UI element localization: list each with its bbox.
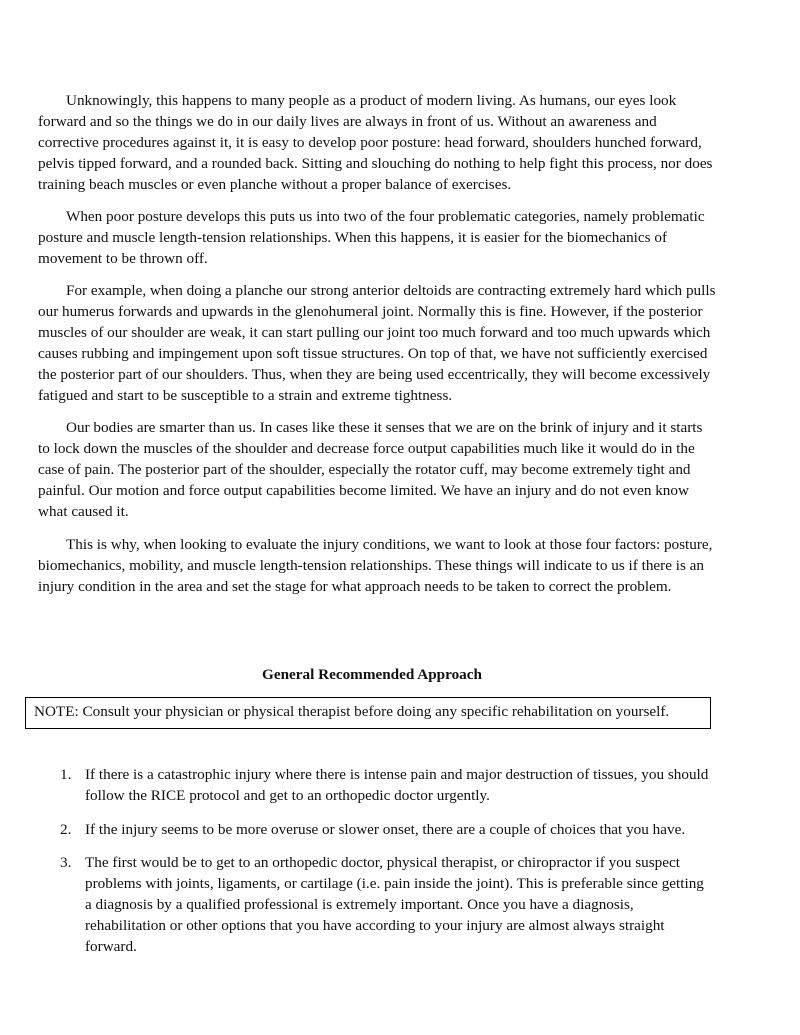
list-item-text: If there is a catastrophic injury where there is intense pain and major destruction of tissues, you should follow the RICE protocol and get to an orthopedic doctor urgently. — [85, 766, 709, 804]
list-item — [60, 852, 710, 957]
list-item-text: If the injury seems to be more overuse or slower onset, there are a couple of choices that you have. — [85, 821, 686, 838]
list-item-number: 2. — [60, 821, 72, 838]
list-item-number: 1. — [60, 766, 72, 783]
section-heading: General Recommended Approach — [262, 666, 482, 683]
paragraph-planche-example: For example, when doing a planche our strong anterior deltoids are contracting extremely hard which pulls our humerus forwards and upwards in the glenohumeral joint. Normally this is fine. However, if the posterior muscles of our shoulder are weak, it can start pulling our joint too much forward and too much upwards which causes rubbing and impingement upon soft tissue structures. On top of that, we have not sufficiently exercised the posterior part of our shoulders. Thus, when they are being used eccentrically, they will become excessively fatigued and start to be susceptible to a strain and extreme tightness. — [38, 282, 716, 404]
paragraph-poor-posture: When poor posture develops this puts us into two of the four problematic categories, namely problematic posture and muscle length-tension relationships. When this happens, it is easier for the biomechanics of movement to be thrown off. — [38, 208, 705, 267]
paragraph-modern-living: Unknowingly, this happens to many people as a product of modern living. As humans, our eyes look forward and so the things we do in our daily lives are always in front of us. Without an awareness and corrective procedures against it, it is easy to develop poor posture: head forward, shoulders hunched forward, pelvis tipped forward, and a rounded back. Sitting and slouching do nothing to help fight this process, nor does training beach muscles or even planche without a proper balance of exercises. — [38, 92, 713, 193]
paragraph-body-protection: Our bodies are smarter than us. In cases like these it senses that we are on the brink of injury and it starts to lock down the muscles of the shoulder and decrease force output capabilities much like it would do in the case of pain. The posterior part of the shoulder, especially the rotator cuff, may become extremely tight and painful. Our motion and force output capabilities become limited. We have an injury and do not even know what caused it. — [38, 419, 703, 520]
list-item — [60, 764, 710, 806]
note-text: NOTE: Consult your physician or physical therapist before doing any specific rehabilitation on yourself. — [34, 703, 670, 720]
list-item-number: 3. — [60, 854, 72, 871]
paragraph-four-factors: This is why, when looking to evaluate the injury conditions, we want to look at those four factors: posture, biomechanics, mobility, and muscle length-tension relationships. These things will indicate to us if there is an injury condition in the area and set the stage for what approach needs to be taken to correct the problem. — [38, 536, 713, 595]
note-box — [25, 697, 711, 729]
list-item — [60, 819, 710, 840]
list-item-text: The first would be to get to an orthopedic doctor, physical therapist, or chiropractor if you suspect problems with joints, ligaments, or cartilage (i.e. pain inside the joint). This is preferable since getting a diagnosis by a qualified professional is extremely important. Once you have a diagnosis, rehabilitation or other options that you have according to your injury are almost always straight forward. — [85, 854, 704, 955]
